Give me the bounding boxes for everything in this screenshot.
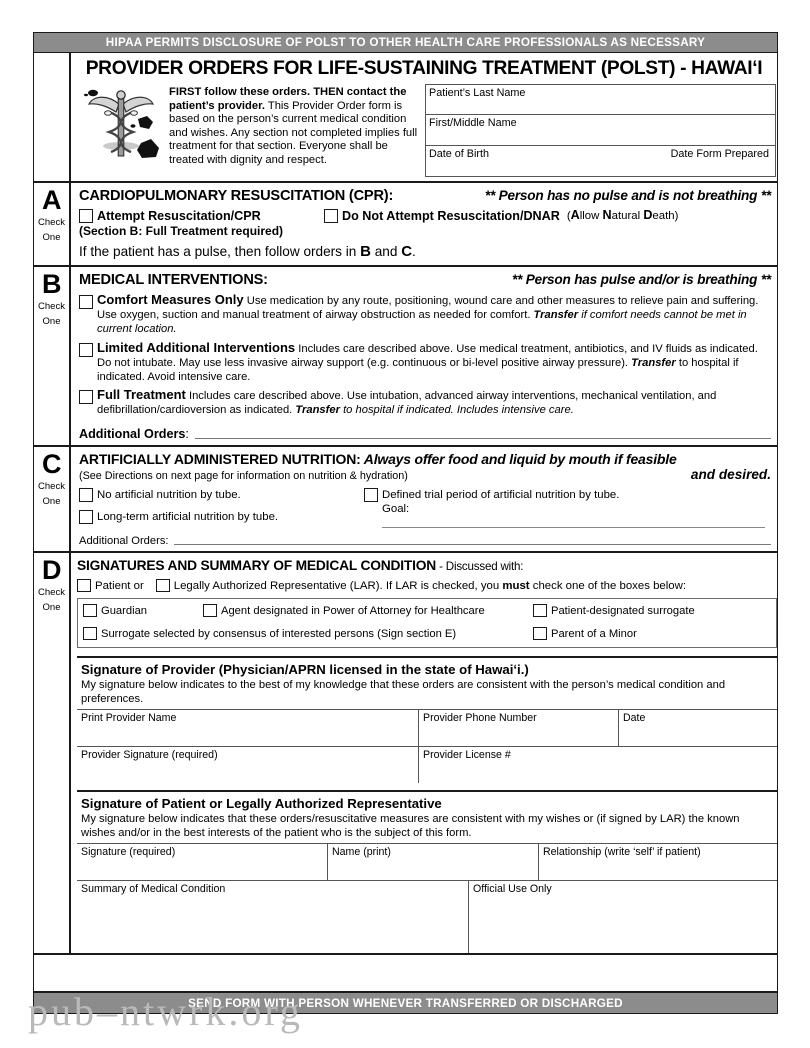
option-patient[interactable]: [77, 579, 144, 594]
option-poa-agent[interactable]: [203, 604, 533, 619]
checkbox-limited-interventions[interactable]: [79, 343, 93, 357]
section-a-letter: A: [42, 185, 61, 215]
provider-signature-label: Provider Signature (required): [81, 748, 218, 761]
dnar-death: eath): [652, 210, 679, 222]
section-a-option1-subnote: (Section B: Full Treatment required): [79, 224, 284, 238]
checkbox-no-artificial-nutrition[interactable]: [79, 488, 93, 502]
option-no-artificial-nutrition-label: No artificial nutrition by tube.: [97, 488, 241, 501]
pulse-ref-c: C: [401, 243, 413, 260]
option-attempt-resuscitation[interactable]: [79, 208, 324, 224]
section-c-title-italic: Always offer food and liquid by mouth if feasible: [360, 450, 677, 467]
dnar-a: A: [570, 208, 580, 222]
option-attempt-resuscitation-label: Attempt Resuscitation/CPR: [97, 209, 261, 223]
section-d-check-one-line2: One: [42, 601, 61, 613]
checkbox-long-term-nutrition[interactable]: [79, 510, 93, 524]
caduceus-logo: [71, 84, 167, 177]
section-a: [34, 183, 777, 267]
print-provider-name-field[interactable]: [77, 710, 419, 746]
section-a-letter-col: [34, 183, 71, 265]
section-d-title-thin: - Discussed with:: [436, 559, 524, 573]
section-b-check-one-line1: Check: [38, 301, 65, 312]
intro-rest: This Provider Order form is based on the person’s current medical condition and wishes. Any section not completed implies full treatment for that section. Everyone shall be treated with dignity and respect.: [169, 99, 418, 166]
option-comfort-measures-body1: Use medication by any route, positioning, wound care and other measures to relieve pain and suffering. Use oxygen, suction and manual treatment of airway obstruction as needed for comfort.: [97, 295, 759, 322]
option-parent-of-minor[interactable]: [533, 627, 772, 642]
section-b-additional-orders[interactable]: [79, 427, 771, 441]
checkbox-attempt-resuscitation[interactable]: [79, 209, 93, 223]
pulse-and: and: [370, 244, 402, 259]
option-patient-label: Patient or: [95, 579, 144, 592]
option-comfort-measures[interactable]: [79, 293, 771, 337]
section-a-check-one-line2: One: [42, 232, 61, 243]
option-lar[interactable]: [156, 579, 686, 594]
patient-relationship-label: Relationship (write ‘self’ if patient): [543, 845, 701, 858]
option-lar-label-post: check one of the boxes below:: [529, 579, 686, 592]
checkbox-patient[interactable]: [77, 579, 91, 592]
section-c-check-one-line2: One: [42, 495, 61, 507]
provider-signature-field[interactable]: [77, 747, 419, 783]
option-comfort-measures-label: Comfort Measures Only: [97, 292, 244, 307]
option-full-treatment-label: Full Treatment: [97, 387, 186, 403]
section-a-pulse-instruction: [79, 242, 771, 261]
section-c-additional-orders[interactable]: [79, 534, 771, 547]
goal-label: Goal:: [382, 502, 410, 515]
goal-input-line[interactable]: [382, 518, 765, 528]
date-of-birth-label: Date of Birth: [429, 148, 490, 160]
hipaa-header-bar: HIPAA PERMITS DISCLOSURE OF POLST TO OTHER HEALTH CARE PROFESSIONALS AS NECESSARY: [34, 33, 777, 53]
section-d-letter: D: [42, 554, 61, 585]
option-guardian-label: Guardian: [101, 604, 148, 617]
checkbox-lar[interactable]: [156, 579, 170, 592]
option-limited-interventions-transfer: Transfer: [631, 356, 676, 369]
section-c-additional-orders-line[interactable]: [174, 534, 771, 545]
checkbox-comfort-measures[interactable]: [79, 295, 93, 309]
section-c-additional-orders-label: Additional Orders:: [79, 534, 169, 547]
checkbox-guardian[interactable]: [83, 604, 97, 617]
option-limited-interventions-label: Limited Additional Interventions: [97, 339, 296, 355]
provider-signature-title: Signature of Provider (Physician/APRN licensed in the state of Hawaiʻi.): [81, 661, 529, 677]
section-c-letter: C: [42, 448, 61, 479]
patient-signature-block: [77, 790, 777, 953]
dnar-n: N: [602, 208, 612, 222]
provider-date-label: Date: [623, 711, 646, 724]
section-c-title: ARTIFICIALLY ADMINISTERED NUTRITION:: [79, 450, 361, 467]
option-lar-must: must: [502, 579, 530, 592]
option-dnar-label: Do Not Attempt Resuscitation/DNAR: [342, 209, 560, 223]
option-comfort-measures-transfer: Transfer: [533, 309, 579, 322]
checkbox-defined-trial[interactable]: [364, 488, 378, 502]
section-c-heading: [79, 451, 771, 468]
section-d-title: SIGNATURES AND SUMMARY OF MEDICAL CONDITION: [77, 557, 437, 573]
official-use-only-field[interactable]: [469, 881, 777, 953]
patient-last-name-field[interactable]: [425, 84, 776, 115]
option-comfort-measures-body2: if comfort needs cannot be met in current location.: [97, 309, 747, 336]
intro-bold-lead: FIRST follow these orders. THEN contact the patient’s provider.: [169, 86, 407, 112]
section-b-note: ** Person has pulse and/or is breathing **: [511, 272, 771, 287]
section-d: [34, 553, 777, 955]
section-b-letter-col: [34, 267, 71, 445]
section-b: [34, 267, 777, 447]
section-c-subnote: (See Directions on next page for information on nutrition & hydration): [79, 469, 408, 482]
section-d-letter-col: [34, 553, 71, 953]
polst-form: [33, 32, 778, 1014]
option-defined-trial[interactable]: [364, 488, 771, 503]
section-b-additional-orders-label: Additional Orders: [79, 426, 186, 441]
pulse-pre: If the patient has a pulse, then follow orders in: [79, 244, 361, 259]
dnar-natural: atural: [611, 210, 644, 222]
option-parent-of-minor-label: Parent of a Minor: [551, 627, 637, 640]
option-full-treatment-body2: to hospital if indicated. Includes intensive care.: [339, 404, 574, 417]
checkbox-patient-designated-surrogate[interactable]: [533, 604, 547, 617]
option-patient-designated-surrogate[interactable]: [533, 604, 772, 619]
summary-of-medical-condition-label: Summary of Medical Condition: [81, 882, 226, 895]
caduceus-icon: [81, 86, 161, 166]
patient-last-name-label: Patient’s Last Name: [429, 87, 526, 99]
form-header-block: [34, 53, 777, 183]
section-c-check-one-line1: Check: [38, 480, 65, 492]
section-b-additional-orders-line[interactable]: [195, 427, 771, 439]
patient-info-fields: [425, 84, 777, 177]
provider-license-label: Provider License #: [423, 748, 511, 761]
date-of-birth-field[interactable]: [425, 146, 776, 177]
section-d-heading: [77, 557, 777, 575]
option-poa-agent-label: Agent designated in Power of Attorney for Healthcare: [221, 604, 485, 617]
patient-first-middle-name-field[interactable]: [425, 115, 776, 146]
option-full-treatment[interactable]: [79, 388, 771, 417]
patient-first-middle-label: First/Middle Name: [429, 117, 517, 129]
section-a-note: ** Person has no pulse and is not breathing **: [484, 188, 771, 203]
provider-date-field[interactable]: [619, 710, 777, 746]
checkbox-dnar[interactable]: [324, 209, 338, 223]
option-patient-designated-surrogate-label: Patient-designated surrogate: [551, 604, 695, 617]
pulse-end: .: [412, 244, 416, 259]
section-c-desired: and desired.: [690, 466, 771, 482]
patient-signature-field[interactable]: [77, 844, 328, 880]
send-form-footer-bar: SEND FORM WITH PERSON WHENEVER TRANSFERRED OR DISCHARGED: [34, 991, 777, 1013]
checkbox-full-treatment[interactable]: [79, 390, 93, 404]
left-gutter-header: [34, 53, 71, 181]
section-b-check-one-line2: One: [42, 316, 61, 327]
checkbox-parent-of-minor[interactable]: [533, 627, 547, 640]
option-consensus-surrogate[interactable]: [83, 627, 533, 642]
patient-name-print-label: Name (print): [332, 845, 391, 858]
print-provider-name-label: Print Provider Name: [81, 711, 177, 724]
section-c-letter-col: [34, 447, 71, 551]
option-full-treatment-body1: Includes care described above. Use intubation, advanced airway interventions, mechanical ventilation, and defibrillation/cardioversion as indicated.: [97, 390, 717, 417]
section-c: [34, 447, 777, 553]
patient-signature-label: Signature (required): [81, 845, 176, 858]
dnar-allow: llow: [579, 210, 603, 222]
option-limited-interventions-body2: to hospital if indicated. Avoid intensive care.: [97, 356, 739, 384]
pulse-ref-b: B: [360, 243, 371, 260]
section-b-heading: [79, 271, 771, 289]
checkbox-poa-agent[interactable]: [203, 604, 217, 617]
section-a-check-one-line1: Check: [38, 217, 65, 228]
option-consensus-surrogate-label: Surrogate selected by consensus of interested persons (Sign section E): [101, 627, 457, 640]
site-watermark: pub–ntwrk.org: [28, 989, 303, 1034]
provider-license-field[interactable]: [419, 747, 777, 783]
option-guardian[interactable]: [83, 604, 203, 619]
section-b-additional-orders-colon: :: [185, 426, 189, 441]
option-long-term-nutrition[interactable]: [79, 510, 364, 525]
paren-open: (: [566, 210, 571, 222]
section-d-check-one-line1: Check: [38, 586, 65, 598]
option-no-artificial-nutrition[interactable]: [79, 488, 364, 503]
section-a-heading: [79, 187, 771, 205]
option-limited-interventions-body1: Includes care described above. Use medical treatment, antibiotics, and IV fluids as indicated. Do not intubate. May use less invasive airway support (e.g. continuous or bi-level positive airway pressure).: [97, 342, 758, 369]
option-full-treatment-transfer: Transfer: [295, 404, 340, 417]
patient-signature-title: Signature of Patient or Legally Authorized Representative: [81, 795, 442, 811]
page-title: PROVIDER ORDERS FOR LIFE-SUSTAINING TREATMENT (POLST) - HAWAIʻI: [85, 58, 763, 79]
option-dnar[interactable]: [324, 208, 678, 224]
option-lar-label-pre: Legally Authorized Representative (LAR). If LAR is checked, you: [173, 579, 503, 592]
patient-relationship-field[interactable]: [539, 844, 777, 880]
provider-phone-field[interactable]: [419, 710, 619, 746]
summary-of-medical-condition-field[interactable]: [77, 881, 469, 953]
official-use-only-label: Official Use Only: [473, 882, 552, 895]
option-defined-trial-label: Defined trial period of artificial nutrition by tube.: [382, 488, 620, 501]
intro-instructions: [167, 84, 425, 177]
option-limited-interventions[interactable]: [79, 341, 771, 385]
provider-signature-text: My signature below indicates to the best of my knowledge that these orders are consistent with the person’s medical condition and preferences.: [81, 678, 726, 705]
section-c-subnote-row: [79, 468, 771, 483]
section-a-title: CARDIOPULMONARY RESUSCITATION (CPR):: [79, 188, 394, 204]
patient-signature-text: My signature below indicates that these orders/resuscitative measures are consistent with my wishes or (if signed by LAR) the known wishes and/or in the best interests of the patient who is the subject of this form.: [81, 812, 740, 839]
lar-options-box: [77, 598, 777, 648]
option-dnar-expansion: [567, 208, 679, 222]
section-b-title: MEDICAL INTERVENTIONS:: [79, 272, 268, 288]
provider-signature-block: [77, 656, 777, 783]
option-long-term-nutrition-label: Long-term artificial nutrition by tube.: [97, 510, 279, 523]
date-form-prepared-label: Date Form Prepared: [670, 148, 769, 160]
patient-name-print-field[interactable]: [328, 844, 539, 880]
section-b-letter: B: [42, 269, 61, 299]
checkbox-consensus-surrogate[interactable]: [83, 627, 97, 640]
dnar-d: D: [643, 208, 653, 222]
provider-phone-label: Provider Phone Number: [423, 711, 537, 724]
